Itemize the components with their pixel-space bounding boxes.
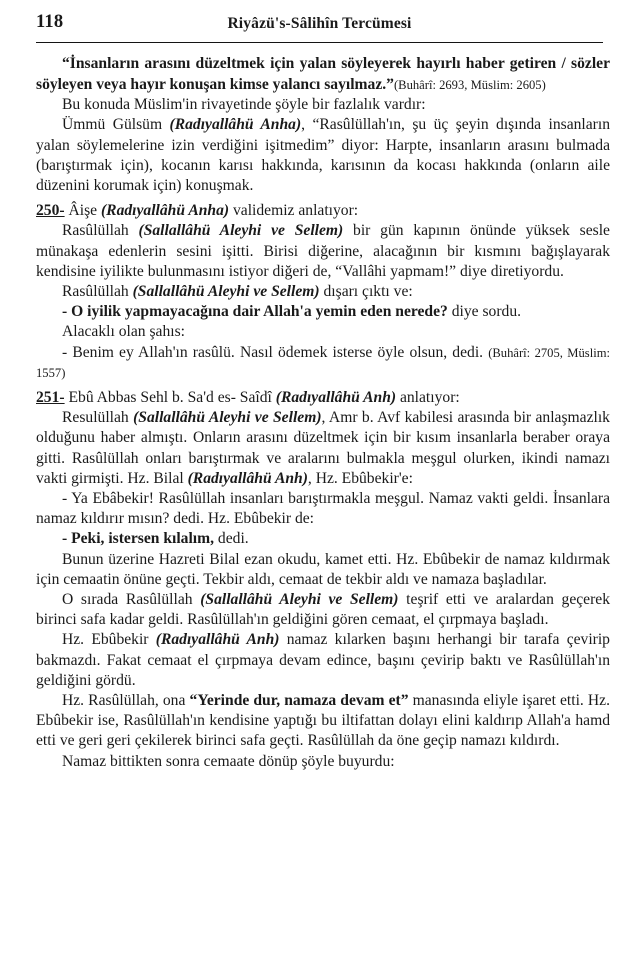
paragraph-text: manasında eliyle işaret etti. Hz. Ebûbekir ise, Rasûlüllah'ın kendisine yaptığı bu iltifattan dolayı elini kaldırıp Allah'a hamd etti ve geri geri çekilerek birinci safa geçti. Rasûlüllah da öne geçip namazı kıldırdı. — [36, 692, 611, 750]
hadith-250-dialogue-1 — [36, 302, 610, 322]
hadith-251-dialogue-1 — [36, 489, 610, 529]
hadith-250-paragraph-3 — [36, 322, 610, 342]
subject-name: Rasûlüllah — [62, 283, 133, 301]
paragraph-lead: Hz. Rasûlüllah, ona — [62, 692, 190, 710]
quoted-hadith-text: “İnsanların arasını düzeltmek için yalan söyleyerek hayırlı haber getiren / sözler söyleyen veya hayır konuşan kimse yalancı sayılmaz.” — [36, 55, 610, 93]
honorific: (Radıyallâhü Anha) — [169, 116, 302, 134]
hadith-250-paragraph-1 — [36, 221, 610, 282]
hadith-250-dialogue-2 — [36, 343, 610, 383]
hadith-number: 250- — [36, 202, 65, 220]
hadith-250-paragraph-2 — [36, 282, 610, 302]
quoted-hadith-citation: (Buhârî: 2693, Müslim: 2605) — [393, 77, 546, 92]
running-head — [36, 0, 603, 36]
hadith-251-paragraph-1 — [36, 408, 610, 489]
paragraph-text: Bu konuda Müslim'in rivayetinde şöyle bir fazlalık vardır: — [62, 96, 426, 114]
paragraph-lead: Hz. Ebûbekir — [62, 631, 156, 649]
hadith-251-paragraph-6 — [36, 752, 610, 772]
narrator-name: Ebû Abbas Sehl b. Sa'd es- Saîdî — [64, 389, 276, 407]
honorific: (Radıyallâhü Anh) — [155, 631, 280, 649]
paragraph-lead: O sırada Rasûlüllah — [62, 591, 201, 609]
paragraph-text: , “Rasûlüllah'ın, şu üç şeyin dışında insanların yalan söylemelerine izin verdiğini işitmedim” diyor: Harpte, insanların arasını bulmada (barıştırmak için), kocanın karısı hakkında, karısının da kocası hakkında (onların aile düzenini korumak için) konuşmak. — [36, 116, 611, 194]
honorific: (Sallallâhü Aleyhi ve Sellem) — [138, 222, 344, 240]
paragraph-text: Namaz bittikten sonra cemaate dönüp şöyle buyurdu: — [62, 752, 395, 770]
honorific: (Radıyallâhü Anh) — [275, 389, 397, 407]
dialogue-tail: dedi. — [214, 530, 249, 548]
hadith-251-paragraph-3 — [36, 590, 610, 630]
honorific: (Sallallâhü Aleyhi ve Sellem) — [132, 283, 320, 301]
paragraph-text: , Amr b. Avf kabilesi arasında bir anlaşmazlık olduğunu haber almıştı. Onların arasını düzeltmek için bir kısım insanlarla beraber oraya gitti. Rasûlüllah onları barıştırmak ve aralarını bulmakla meşgul olurken, ikindi namazı vakti girmişti. Hz. Bilal — [36, 409, 610, 487]
hadith-251-dialogue-2 — [36, 529, 610, 549]
page-number: 118 — [36, 12, 64, 32]
paragraph-muslim-addition — [36, 95, 610, 115]
hadith-251-paragraph-4 — [36, 630, 610, 691]
hadith-251-heading — [36, 383, 610, 408]
hadith-251-paragraph-2 — [36, 550, 610, 590]
quoted-hadith-paragraph — [36, 54, 610, 95]
hadith-251-paragraph-5 — [36, 691, 610, 752]
quoted-bold-phrase: “Yerinde dur, namaza devam et” — [189, 692, 409, 710]
hadith-250-citation: (Buhârî: 2705, Müslim: 1557) — [36, 345, 610, 380]
subject-name: Rasûlüllah — [62, 222, 139, 240]
paragraph-text: dışarı çıktı ve: — [319, 283, 413, 301]
narrator-name: Âişe — [64, 202, 101, 220]
dialogue-tail: diye sordu. — [447, 303, 522, 321]
narrator-name: Ümmü Gülsüm — [62, 116, 170, 134]
dialogue-text: - Ya Ebâbekir! Rasûlüllah insanları barıştırmakla meşgul. Namaz vakti geldi. İnsanlara namaz kıldırır mısın? dedi. Hz. Ebûbekir de: — [36, 490, 610, 528]
hadith-number: 251- — [36, 389, 65, 407]
heading-tail: validemiz anlatıyor: — [229, 202, 359, 220]
paragraph-text: teşrif etti ve aralardan geçerek birinci safa kadar geldi. Rasûlüllah'ın geldiğini gören cemaat, el çırpmaya başladı. — [36, 591, 611, 629]
paragraph-text: namaz kılarken başını herhangi bir tarafa çevirip bakmazdı. Fakat cemaat el çırpmaya devam edince, başını çevirip baktı ve Rasûlüllah'ın geldiğini gördü. — [36, 631, 610, 689]
paragraph-text: Alacaklı olan şahıs: — [62, 323, 185, 341]
body-text — [36, 43, 610, 772]
honorific: (Radıyallâhü Anh) — [187, 469, 308, 487]
paragraph-tail: , Hz. Ebûbekir'e: — [307, 469, 413, 487]
honorific: (Radıyallâhü Anha) — [100, 202, 230, 220]
dialogue-bold-text: - Peki, istersen kılalım, — [62, 530, 215, 548]
honorific: (Sallallâhü Aleyhi ve Sellem) — [200, 591, 399, 609]
honorific: (Sallallâhü Aleyhi ve Sellem) — [133, 409, 322, 427]
paragraph-text: Bunun üzerine Hazreti Bilal ezan okudu, kamet etti. Hz. Ebûbekir de namaz kıldırmak için cemaatin önüne geçti. Tekbir aldı, cemaat de tekbir aldı ve namaza başladılar. — [36, 550, 610, 588]
dialogue-text: - Benim ey Allah'ın rasûlü. Nasıl ödemek isterse öyle olsun, dedi. — [62, 343, 489, 361]
paragraph-text: bir gün kapının önünde yüksek sesle münakaşa edenlerin sesini işitti. Birisi diğerine, alacağının bir kısmını bağışlayarak kendisine iyilikte bulunmasını istiyor diğeri de, “Vallâhi yapmam!” diye diretiyordu. — [36, 222, 610, 280]
heading-tail: anlatıyor: — [396, 389, 460, 407]
hadith-250-heading — [36, 196, 610, 221]
dialogue-bold-text: - O iyilik yapmayacağına dair Allah'a yemin eden nerede? — [62, 303, 448, 321]
paragraph-ummu-gulsum — [36, 115, 610, 196]
book-title: Riyâzü's-Sâlihîn Tercümesi — [227, 15, 412, 32]
subject-name: Resulüllah — [62, 409, 134, 427]
